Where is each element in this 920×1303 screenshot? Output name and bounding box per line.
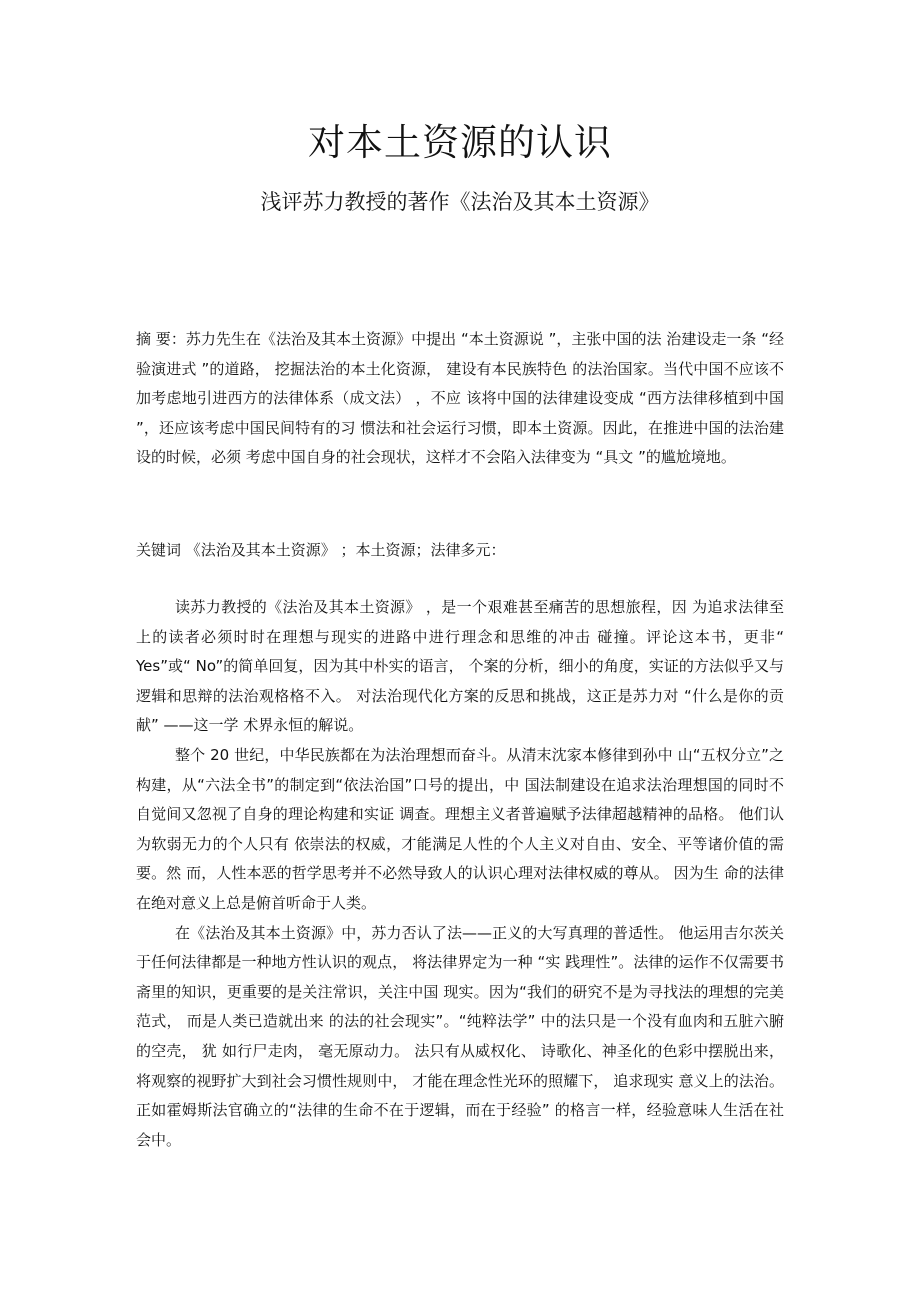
document-subtitle: 浅评苏力教授的著作《法治及其本土资源》 [260, 190, 660, 214]
keywords-line: 关键词 《法治及其本土资源》 ；本土资源；法律多元： [136, 541, 506, 559]
document-title: 对本土资源的认识 [308, 121, 612, 164]
body-paragraph: 整个 20 世纪，中华民族都在为法治理想而奋斗。从清末沈家本修律到孙中 山“五权分立”之构建，从“六法全书”的制定到“依法治国”口号的提出，中 国法制建设在追求法治理想国的同时不自觉间又忽视了自身的理论构建和实证 调查。理想主义者普遍赋予法律超越精神的品格。 他们认为软弱无力的个人只有 依崇法的权威，才能满足人性的个人主义对自由、安全、平等诸价值的需要。然 而，人性本恶的哲学思考并不必然导致人的认识心理对法律权威的尊从。 因为生 命的法律在绝对意义上总是俯首听命于人类。 [136, 745, 784, 912]
body-paragraph: 在《法治及其本土资源》中，苏力否认了法——正义的大写真理的普适性。 他运用吉尔茨关于任何法律都是一种地方性认识的观点， 将法律界定为一种 “实 践理性”。法律的运作不仅需要书斋里的知识，更重要的是关注常识，关注中国 现实。因为“我们的研究不是为寻找法的理想的完美范式， 而是人类已造就出来 的法的社会现实”。“纯粹法学” 中的法只是一个没有血肉和五脏六腑的空壳， 犹 如行尸走肉， 毫无原动力。 法只有从威权化、 诗歌化、神圣化的色彩中摆脱出来， 将观察的视野扩大到社会习惯性规则中， 才能在理念性光环的照耀下， 追求现实 意义上的法治。正如霍姆斯法官确立的“法律的生命不在于逻辑，而在于经验” 的格言一样，经验意味人生活在社会中。 [136, 923, 784, 1149]
body-text [136, 593, 784, 1155]
abstract-paragraph: 摘 要：苏力先生在《法治及其本土资源》中提出 “本土资源说 ”，主张中国的法 治建设走一条 “经验演进式 ”的道路， 挖掘法治的本土化资源， 建设有本民族特色 的法治国家。当代中国不应该不加考虑地引进西方的法律体系（成文法） ，不应 该将中国的法律建设变成 “西方法律移植到中国 ”，还应该考虑中国民间特有的习 惯法和社会运行习惯，即本土资源。因此，在推进中国的法治建设的时候，必须 考虑中国自身的社会现状，这样才不会陷入法律变为 “具文 ”的尴尬境地。 [136, 330, 784, 467]
body-paragraph: 读苏力教授的《法治及其本土资源》 ，是一个艰难甚至痛苦的思想旅程，因 为追求法律至上的读者必须时时在理想与现实的进路中进行理念和思维的冲击 碰撞。评论这本书，更非“ Yes”或“ No”的简单回复，因为其中朴实的语言， 个案的分析，细小的角度，实证的方法似乎又与逻辑和思辩的法治观格格不入。 对法治现代化方案的反思和挑战，这正是苏力对 “什么是你的贡献” ——这一学 术界永恒的解说。 [136, 598, 784, 735]
